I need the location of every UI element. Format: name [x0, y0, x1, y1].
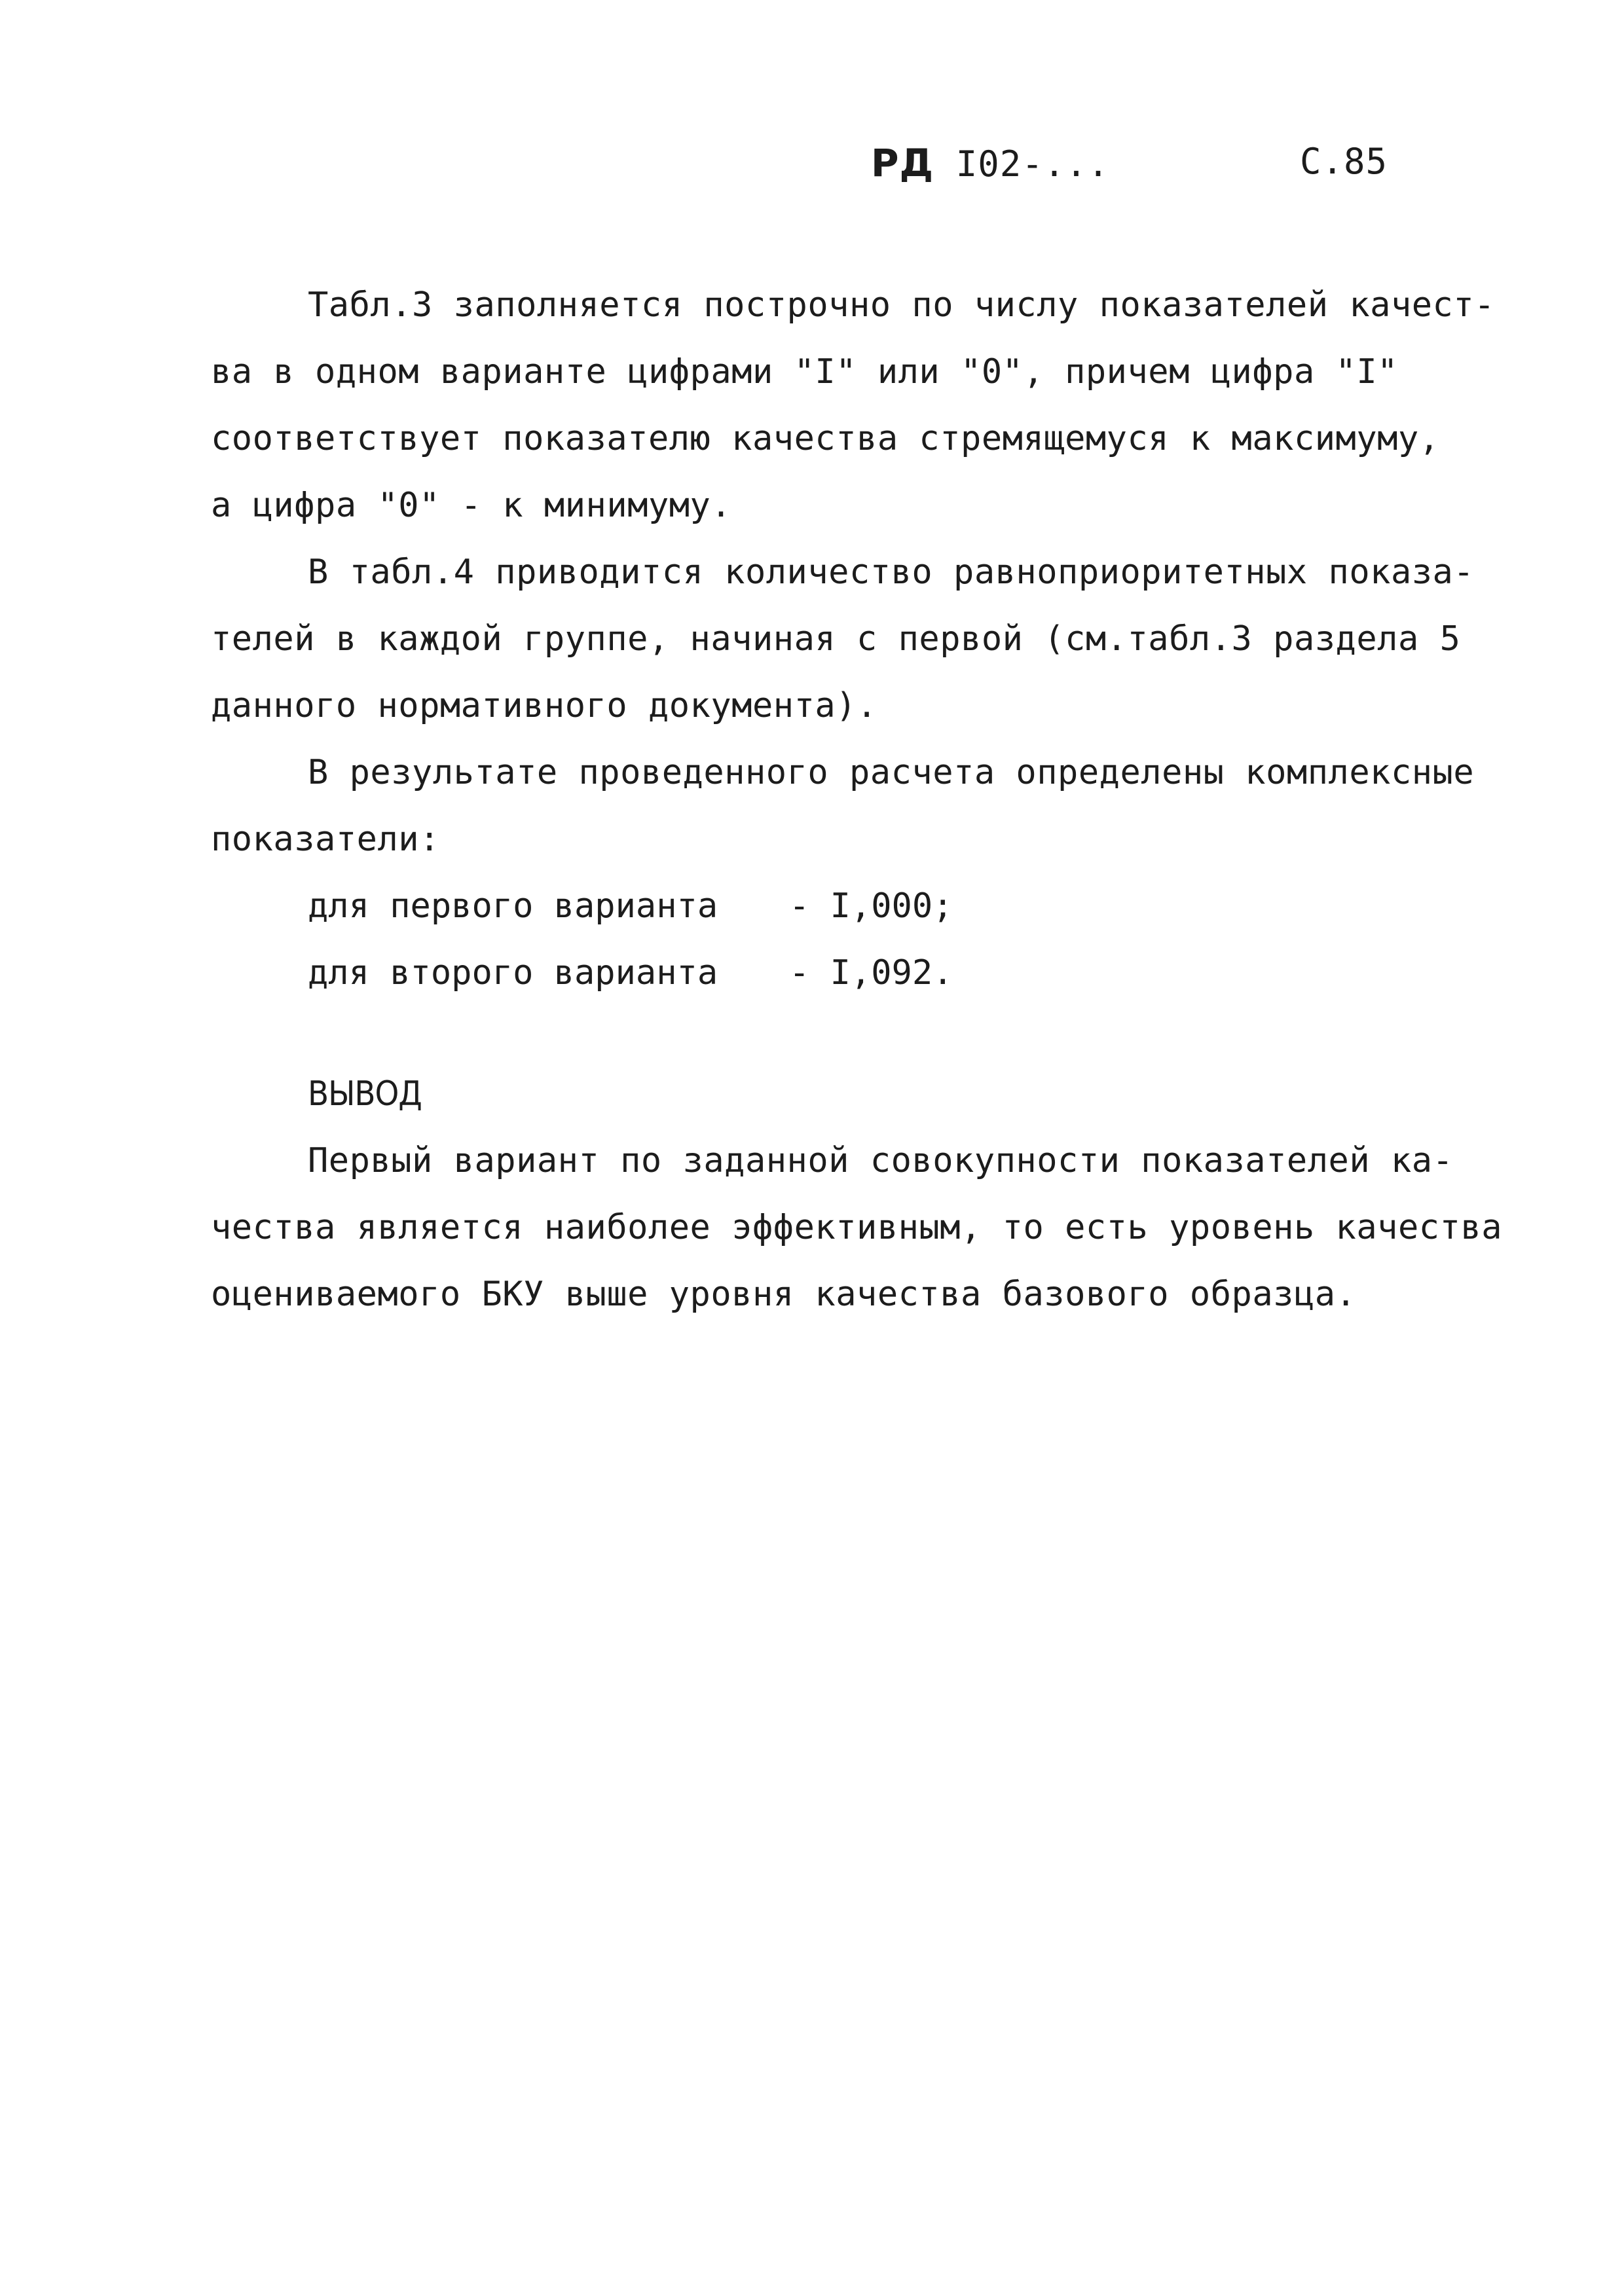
results-list [308, 873, 953, 1006]
text-line: ва в одном варианте цифрами "I" или "0", причем цифра "I" [211, 352, 1398, 392]
paragraph-calculation-result [211, 739, 1475, 873]
result-label: для первого варианта [308, 886, 718, 926]
text-line: чества является наиболее эффективным, то есть уровень качества [211, 1208, 1503, 1247]
result-value: - I,000; [789, 886, 953, 926]
text-line: телей в каждой группе, начиная с первой (см.табл.3 раздела 5 [211, 619, 1461, 659]
page-number: С.85 [1300, 141, 1388, 182]
document-code-number: I02-... [955, 143, 1110, 185]
paragraph-table4-description [211, 539, 1475, 739]
text-line: В табл.4 приводится количество равноприоритетных показа- [308, 553, 1475, 592]
paragraph-table3-description [211, 272, 1495, 539]
text-line: данного нормативного документа). [211, 686, 877, 725]
result-row-second-variant [308, 939, 953, 1006]
text-line: Первый вариант по заданной совокупности показателей ка- [308, 1141, 1454, 1180]
document-code [871, 141, 1109, 193]
text-line: соответствует показателю качества стремящемуся к максимуму, [211, 419, 1440, 458]
result-value: - I,092. [789, 953, 953, 993]
text-line: В результате проведенного расчета определены комплексные [308, 753, 1475, 792]
conclusion-heading: ВЫВОД [308, 1074, 422, 1114]
text-line: показатели: [211, 820, 440, 859]
text-line: Табл.3 заполняется построчно по числу показателей качест- [308, 285, 1495, 325]
result-label: для второго варианта [308, 953, 718, 993]
text-line: а цифра "0" - к минимуму. [211, 486, 732, 525]
result-row-first-variant [308, 873, 953, 939]
paragraph-conclusion [211, 1127, 1503, 1328]
text-line: оцениваемого БКУ выше уровня качества базового образца. [211, 1275, 1357, 1314]
document-code-prefix: РД [871, 141, 934, 185]
